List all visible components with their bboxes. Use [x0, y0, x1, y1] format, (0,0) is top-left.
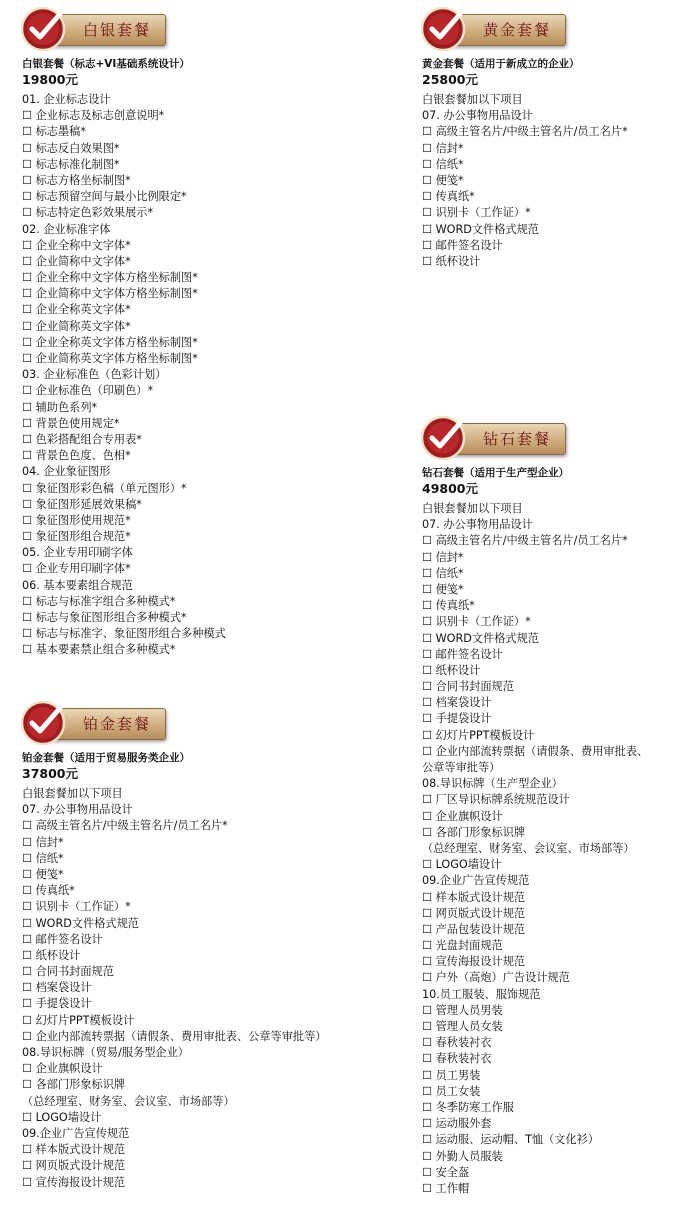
list-item: ☐ 手提袋设计 [422, 712, 492, 726]
list-item: （总经理室、财务室、会议室、市场部等） [22, 1094, 235, 1108]
package-price: 19800元 [22, 72, 78, 87]
list-item: ☐ 合同书封面规范 [22, 965, 114, 979]
list-item: ☐ 标志反白效果图* [22, 141, 120, 155]
list-item: ☐ 光盘封面规范 [422, 939, 503, 953]
list-item: ☐ 企业全称英文字体方格坐标制图* [22, 335, 198, 349]
list-item: ☐ 企业简称英文字体方格坐标制图* [22, 352, 198, 365]
checkmark-seal-icon [20, 700, 66, 746]
list-item: ☐ 档案袋设计 [22, 981, 92, 995]
list-item: ☐ 员工女装 [422, 1084, 481, 1098]
list-item: ☐ 识别卡（工作证）* [22, 900, 131, 914]
list-item: ☐ 信封* [422, 141, 464, 155]
list-item: ☐ 信封* [22, 835, 64, 849]
badge-label: 白银套餐 [83, 21, 152, 39]
package-gold [422, 6, 700, 270]
list-item: ☐ LOGO墙设计 [22, 1110, 102, 1124]
list-item: ☐ 高级主管名片/中级主管名片/员工名片* [422, 125, 628, 139]
list-item: ☐ 管理人员男装 [422, 1003, 503, 1017]
list-item: ☐ 各部门形象标识牌 [22, 1078, 126, 1092]
package-platinum [22, 700, 352, 1191]
list-item: ☐ 象征图形彩色稿（单元图形）* [22, 481, 187, 495]
list-item: ☐ 标志墨稿* [22, 125, 86, 139]
list-item: 白银套餐加以下项目 [22, 787, 123, 800]
checkmark-seal-icon [420, 6, 466, 52]
list-item: ☐ 产品包装设计规范 [422, 922, 526, 936]
list-item: ☐ WORD文件格式规范 [422, 631, 539, 645]
list-item: ☐ 幻灯片PPT模板设计 [22, 1013, 135, 1027]
list-item: ☐ 样本版式设计规范 [422, 890, 526, 904]
list-item: ☐ 厂区导识标牌系统规范设计 [422, 793, 570, 807]
list-item: ☐ 纸杯设计 [422, 254, 481, 268]
list-item: 03. 企业标准色（色彩计划） [22, 368, 167, 382]
package-title: 白银套餐（标志+VI基础系统设计） [22, 58, 190, 70]
list-item: ☐ 背景色色度、色相* [22, 449, 131, 463]
list-item: ☐ 企业简称中文字体方格坐标制图* [22, 287, 198, 301]
list-item: ☐ 档案袋设计 [422, 696, 492, 710]
list-item: 07. 办公事物用品设计 [422, 109, 533, 123]
list-item: ☐ 标志与象征图形组合多种模式* [22, 611, 187, 624]
badge-label: 铂金套餐 [83, 715, 152, 733]
package-diamond [422, 415, 700, 1197]
list-item: 08.导识标牌（贸易/服务型企业） [22, 1046, 189, 1059]
list-item: ☐ 手提袋设计 [22, 997, 92, 1011]
list-item: ☐ 传真纸* [22, 884, 75, 898]
list-item: ☐ 宣传海报设计规范 [422, 955, 526, 969]
list-item: ☐ 象征图形组合规范* [22, 530, 131, 544]
list-item: ☐ 邮件签名设计 [22, 932, 103, 946]
list-item: ☐ 企业全称中文字体* [22, 238, 131, 252]
list-item: ☐ 识别卡（工作证）* [422, 615, 531, 629]
list-item: 05. 企业专用印刷字体 [22, 546, 133, 560]
package-title: 黄金套餐（适用于新成立的企业） [422, 58, 580, 70]
list-item: ☐ 邮件签名设计 [422, 647, 503, 661]
list-item: ☐ 标志特定色彩效果展示* [22, 206, 154, 220]
list-item: 09.企业广告宣传规范 [22, 1126, 130, 1140]
package-item-list [422, 501, 700, 1197]
list-item: ☐ 宣传海报设计规范 [22, 1175, 126, 1189]
list-item: 08.导识标牌（生产型企业） [422, 777, 563, 791]
checkmark-seal-icon [420, 415, 466, 461]
list-item: ☐ 背景色使用规定* [22, 416, 120, 430]
list-item: ☐ 基本要素禁止组合多种模式* [22, 643, 176, 657]
list-item: ☐ 便笺* [22, 867, 64, 881]
list-item: ☐ 信纸* [22, 851, 64, 865]
list-item: ☐ 邮件签名设计 [422, 238, 503, 252]
list-item: 01. 企业标志设计 [22, 93, 111, 106]
list-item: ☐ 员工男装 [422, 1068, 481, 1082]
list-item: ☐ 高级主管名片/中级主管名片/员工名片* [22, 819, 228, 833]
list-item: ☐ 高级主管名片/中级主管名片/员工名片* [422, 534, 628, 548]
checkmark-seal-icon [20, 6, 66, 52]
list-item: ☐ 企业简称英文字体* [22, 319, 131, 333]
list-item: ☐ 户外（高炮）广告设计规范 [422, 971, 570, 985]
list-item: 公章等审批等） [422, 761, 501, 774]
package-badge [420, 6, 566, 52]
list-item: ☐ WORD文件格式规范 [22, 916, 139, 930]
list-item: ☐ 外勤人员服装 [422, 1149, 503, 1163]
badge-label: 钻石套餐 [483, 430, 552, 448]
list-item: 02. 企业标准字体 [22, 222, 111, 236]
badge-label: 黄金套餐 [483, 21, 552, 39]
list-item: （总经理室、财务室、会议室、市场部等） [422, 841, 635, 855]
list-item: ☐ 合同书封面规范 [422, 680, 514, 694]
list-item: ☐ 冬季防寒工作服 [422, 1100, 514, 1114]
list-item: ☐ 传真纸* [422, 599, 475, 613]
list-item: ☐ 幻灯片PPT模板设计 [422, 728, 535, 742]
list-item: ☐ 运动服、运动帽、T恤（文化衫） [422, 1133, 600, 1147]
list-item: ☐ 企业旗帜设计 [22, 1062, 103, 1076]
list-item: ☐ 企业内部流转票据（请假条、费用审批表、公章等审批等） [22, 1029, 327, 1043]
list-item: ☐ 辅助色系列* [22, 400, 98, 414]
list-item: 06. 基本要素组合规范 [22, 578, 133, 592]
list-item: ☐ 工作帽 [422, 1181, 470, 1195]
list-item: ☐ 识别卡（工作证）* [422, 206, 531, 220]
list-item: 04. 企业象征图形 [22, 465, 111, 479]
list-item: ☐ 各部门形象标识牌 [422, 825, 526, 839]
list-item: ☐ 企业简称中文字体* [22, 254, 131, 268]
package-item-list [22, 786, 352, 1191]
list-item: ☐ 标志方格坐标制图* [22, 173, 131, 187]
list-item: ☐ 网页版式设计规范 [422, 906, 526, 920]
package-item-list [22, 92, 352, 659]
list-item: ☐ 管理人员女装 [422, 1020, 503, 1033]
package-price: 37800元 [22, 766, 78, 781]
list-item: ☐ 春秋装衬衣 [422, 1052, 492, 1066]
list-item: 07. 办公事物用品设计 [422, 518, 533, 532]
list-item: ☐ 企业全称英文字体* [22, 303, 131, 317]
list-item: ☐ 企业旗帜设计 [422, 809, 503, 823]
list-item: ☐ 企业专用印刷字体* [22, 562, 131, 576]
list-item: ☐ 便笺* [422, 173, 464, 187]
list-item: ☐ 运动服外套 [422, 1117, 492, 1131]
list-item: 07. 办公事物用品设计 [22, 803, 133, 817]
package-silver [22, 6, 352, 659]
list-item: ☐ 安全盔 [422, 1165, 470, 1179]
list-item: 白银套餐加以下项目 [422, 502, 523, 515]
package-badge [420, 415, 566, 461]
list-item: ☐ 象征图形使用规范* [22, 513, 131, 527]
list-item: ☐ 网页版式设计规范 [22, 1159, 126, 1173]
list-item: ☐ 便笺* [422, 582, 464, 596]
list-item: ☐ 象征图形延展效果稿* [22, 497, 142, 511]
list-item: ☐ 标志与标准字、象征图形组合多种模式 [22, 627, 226, 641]
list-item: ☐ 传真纸* [422, 190, 475, 204]
list-item: ☐ 标志与标准字组合多种模式* [22, 594, 176, 608]
package-title: 钻石套餐（适用于生产型企业） [422, 467, 569, 479]
list-item: 白银套餐加以下项目 [422, 93, 523, 106]
list-item: ☐ 信封* [422, 550, 464, 564]
list-item: ☐ 企业标准色（印刷色）* [22, 384, 154, 398]
list-item: ☐ 企业标志及标志创意说明* [22, 109, 165, 123]
package-badge [20, 700, 166, 746]
list-item: ☐ 信纸* [422, 566, 464, 580]
package-title: 铂金套餐（适用于贸易服务类企业） [22, 752, 190, 764]
package-price: 49800元 [422, 481, 478, 496]
list-item: ☐ 样本版式设计规范 [22, 1143, 126, 1157]
list-item: ☐ 纸杯设计 [22, 948, 81, 962]
list-item: ☐ 企业内部流转票据（请假条、费用审批表、 [422, 744, 649, 758]
list-item: 10.员工服装、服饰规范 [422, 987, 541, 1001]
list-item: ☐ 色彩搭配组合专用表* [22, 432, 142, 446]
list-item: ☐ 标志标准化制图* [22, 157, 120, 171]
list-item: ☐ 信纸* [422, 157, 464, 171]
list-item: ☐ 企业全称中文字体方格坐标制图* [22, 271, 198, 285]
list-item: ☐ LOGO墙设计 [422, 858, 502, 872]
package-item-list [422, 92, 700, 270]
package-badge [20, 6, 166, 52]
package-price: 25800元 [422, 72, 478, 87]
list-item: ☐ WORD文件格式规范 [422, 222, 539, 236]
list-item: 09.企业广告宣传规范 [422, 874, 530, 888]
list-item: ☐ 春秋装衬衣 [422, 1036, 492, 1050]
list-item: ☐ 纸杯设计 [422, 663, 481, 677]
list-item: ☐ 标志预留空间与最小比例限定* [22, 190, 187, 204]
